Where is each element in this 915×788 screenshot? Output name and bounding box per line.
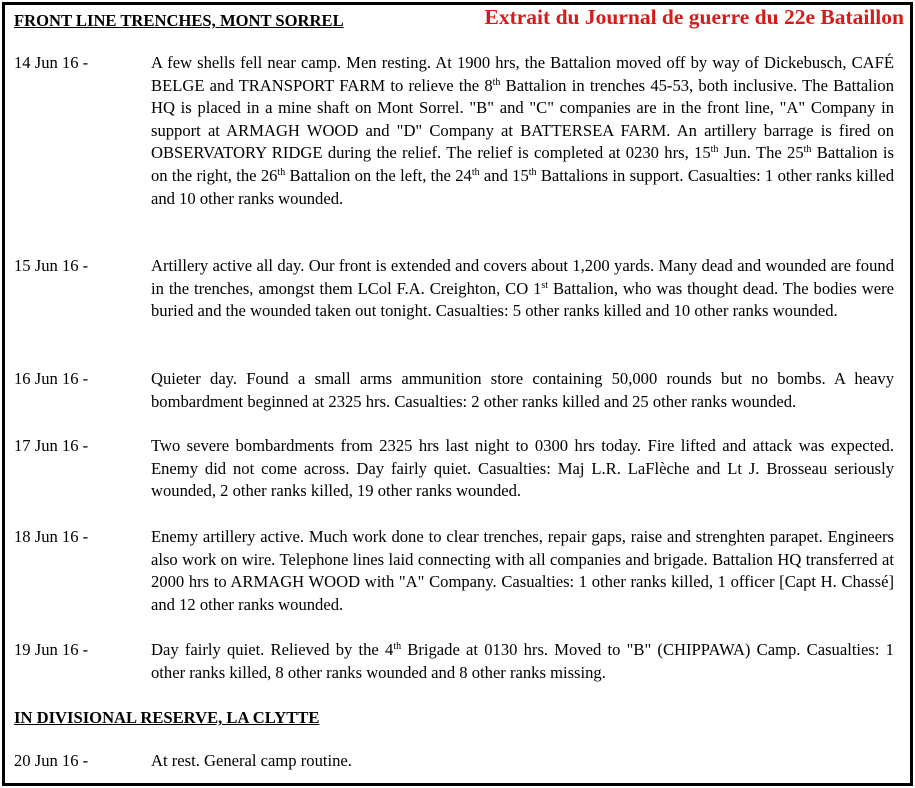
document-header	[14, 5, 904, 34]
entry-text: Enemy artillery active. Much work done to clear trenches, repair gaps, raise and strenghten parapet. Engineers also work on wire. Telephone lines laid connecting with all companies and brigade. Battalion HQ transferred at 2000 hrs to ARMAGH WOOD with "A" Company. Casualties: 1 other ranks killed, 1 officer [Capt H. Chassé] and 12 other ranks wounded.	[151, 527, 894, 614]
entry-date: 16 Jun 16 -	[14, 369, 89, 388]
entry-text: A few shells fell near camp. Men resting. At 1900 hrs, the Battalion moved off by way of Dickebusch, CAFÉ BELGE and TRANSPORT FARM to relieve the 8th Battalion in trenches 45-53, both inclusive. The Battalion HQ is placed in a mine shaft on Mont Sorrel. "B" and "C" companies are in the front line, "A" Company in support at ARMAGH WOOD and "D" Company at BATTERSEA FARM. An artillery barrage is fired on OBSERVATORY RIDGE during the relief. The relief is completed at 0230 hrs, 15th Jun. The 25th Battalion is on the right, the 26th Battalion on the left, the 24th and 15th Battalions in support. Casualties: 1 other ranks killed and 10 other ranks wounded.	[151, 53, 894, 208]
entry-text: Artillery active all day. Our front is extended and covers about 1,200 yards. Many dead and wounded are found in the trenches, amongst them LCol F.A. Creighton, CO 1st Battalion, who was thought dead. The bodies were buried and the wounded taken out tonight. Casualties: 5 other ranks killed and 10 other ranks wounded.	[151, 256, 894, 321]
entry-text: Quieter day. Found a small arms ammunition store containing 50,000 rounds but no bombs. A heavy bombardment beginned at 2325 hrs. Casualties: 2 other ranks killed and 25 other ranks wounded.	[151, 369, 894, 411]
section-heading-front-line: FRONT LINE TRENCHES, MONT SORREL	[14, 11, 344, 30]
entry-date: 18 Jun 16 -	[14, 527, 89, 546]
entry-date: 19 Jun 16 -	[14, 640, 89, 659]
entry-text: Two severe bombardments from 2325 hrs last night to 0300 hrs today. Fire lifted and attack was expected. Enemy did not come across. Day fairly quiet. Casualties: Maj L.R. LaFlèche and Lt J. Brosseau seriously wounded, 2 other ranks killed, 19 other ranks wounded.	[151, 436, 894, 501]
source-title: Extrait du Journal de guerre du 22e Bataillon	[484, 5, 904, 29]
entry-text: Day fairly quiet. Relieved by the 4th Brigade at 0130 hrs. Moved to "B" (CHIPPAWA) Camp. Casualties: 1 other ranks killed, 8 other ranks wounded and 8 other ranks missing.	[151, 640, 894, 682]
entry-date: 17 Jun 16 -	[14, 436, 89, 455]
entry-text: At rest. General camp routine.	[151, 751, 352, 770]
entry-date: 14 Jun 16 -	[14, 53, 89, 72]
entry-date: 15 Jun 16 -	[14, 256, 89, 275]
section-heading-divisional-reserve: IN DIVISIONAL RESERVE, LA CLYTTE	[14, 708, 320, 727]
entry-date: 20 Jun 16 -	[14, 751, 89, 770]
